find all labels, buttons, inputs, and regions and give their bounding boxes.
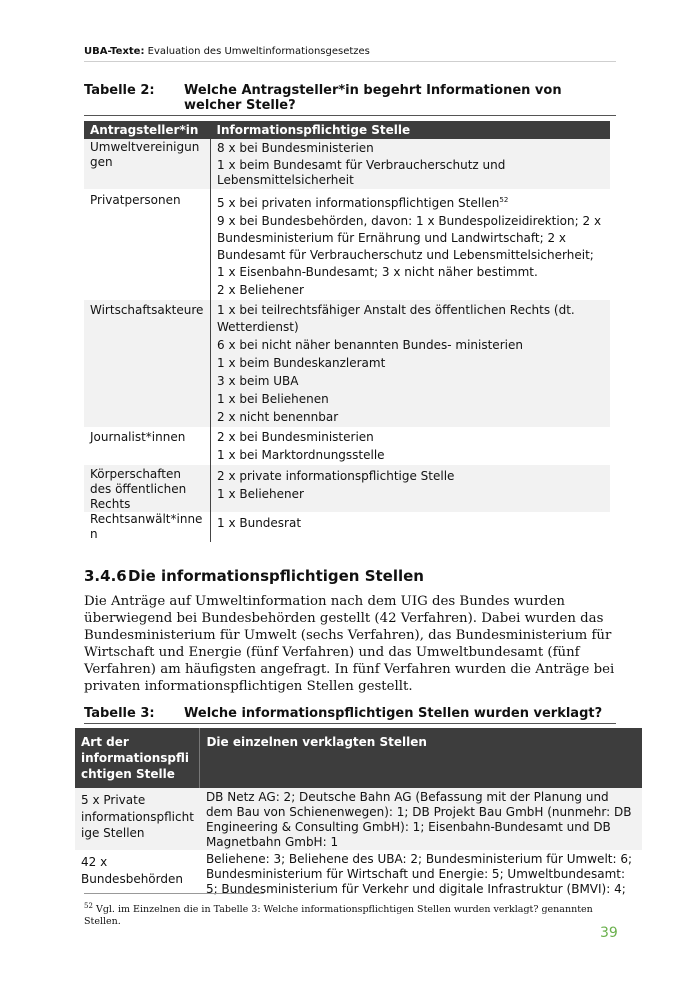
table3-type: 42 x Bundesbehörden xyxy=(81,855,183,886)
table2-header-row xyxy=(84,121,610,139)
table2-entry: 8 x bei Bundesministerien xyxy=(217,141,374,155)
table-row xyxy=(84,512,610,542)
table2-entry: 3 x beim UBA xyxy=(217,374,299,388)
table2-col-applicant: Antragsteller*in xyxy=(84,121,211,139)
table2-caption-text: Welche Antragsteller*in begehrt Informationen von welcher Stelle? xyxy=(184,83,562,113)
section-title: Die informationspflichtigen Stellen xyxy=(128,567,424,585)
table2-entry: 1 x bei teilrechtsfähiger Anstalt des öffentlichen Rechts (dt. Wetterdienst) xyxy=(217,303,575,334)
table2-entry: 1 x beim Bundesamt für Verbraucherschutz und Lebensmittelsicherheit xyxy=(217,158,506,187)
table2-entry-text: 5 x bei privaten informationspflichtigen Stellen xyxy=(217,196,500,210)
table2-entry: 6 x bei nicht näher benannten Bundes- ministerien xyxy=(217,338,523,352)
table2-applicant: Körperschaften des öffentlichen Rechts xyxy=(84,465,211,512)
table3-type: 5 x Private informationspflicht ige Stellen xyxy=(75,788,200,850)
table3-col-bodies: Die einzelnen verklagten Stellen xyxy=(200,728,642,788)
running-header xyxy=(84,46,616,62)
body-paragraph: Die Anträge auf Umweltinformation nach dem UIG des Bundes wurden überwiegend bei Bundesbehörden gestellt (42 Verfahren). Dabei wurden das Bundesministerium für Umwelt (sechs Verfahren), das Bundesministerium für Wirtschaft und Energie (fünf Verfahren) und das Umweltbundesamt (fünf Verfahren) am häufigsten angefragt. In fünf Verfahren wurden die Anträge bei privaten informationspflichtigen Stellen gestellt. xyxy=(84,594,615,694)
table3-caption-text: Welche informationspflichtigen Stellen wurden verklagt? xyxy=(184,706,603,721)
table2 xyxy=(84,121,610,542)
table2-entry: 2 x Beliehener xyxy=(217,283,304,297)
table2-entries xyxy=(211,427,611,465)
table2-entry: 9 x bei Bundesbehörden, davon: 1 x Bundespolizeidirektion; 2 x Bundesministerium für Ernährung und Landwirtschaft; 2 x Bundesamt für Verbraucherschutz und Lebensmittelsicherheit; 1 x Eisenbahn-Bundesamt; 3 x nicht näher bestimmt. xyxy=(217,214,602,279)
table-row xyxy=(75,850,642,897)
footnote-number: 52 xyxy=(84,902,93,910)
footnote-ref: 52 xyxy=(499,196,509,204)
table2-applicant: Umweltvereinigun gen xyxy=(84,139,211,189)
header-series: UBA-Texte: xyxy=(84,46,145,57)
table-row xyxy=(84,139,610,189)
table2-applicant: Wirtschaftsakteure xyxy=(84,300,211,427)
table3-number: Tabelle 3: xyxy=(84,706,155,721)
table3-caption xyxy=(84,706,616,724)
table2-entry: 2 x private informationspflichtige Stelle xyxy=(217,469,455,483)
table2-entries xyxy=(211,512,611,542)
table-row xyxy=(84,427,610,465)
table3-bodies: DB Netz AG: 2; Deutsche Bahn AG (Befassung mit der Planung und dem Bau von Schienenwegen): 1; DB Projekt Bau GmbH (nunmehr: DB Engineering & Consulting GmbH): 1; Eisenbahn-Bundesamt und DB Magnetbahn GmbH: 1 xyxy=(200,788,642,850)
table2-applicant: Rechtsanwält*inne n xyxy=(90,512,203,541)
table2-applicant: Privatpersonen xyxy=(90,193,181,207)
page-number: 39 xyxy=(600,925,618,941)
table3-bodies: Beliehene: 3; Beliehene des UBA: 2; Bundesministerium für Umwelt: 6; Bundesministerium für Wirtschaft und Energie: 5; Umweltbundesamt: 5; Bundesministerium für Verkehr und digitale Infrastruktur (BMVI): 4; xyxy=(205,852,633,896)
footnote-divider xyxy=(84,893,264,894)
table3-col-type: Art der informationspfli chtigen Stelle xyxy=(75,728,200,788)
table2-entry: 1 x Bundesrat xyxy=(217,516,302,530)
table2-entry: 1 x beim Bundeskanzleramt xyxy=(217,356,386,370)
table2-entry: 2 x bei Bundesministerien xyxy=(217,430,374,444)
table2-entry: 1 x bei Beliehenen xyxy=(217,392,329,406)
table2-caption xyxy=(84,83,616,116)
table2-entry xyxy=(217,192,604,212)
section-number: 3.4.6 xyxy=(84,567,127,585)
table-row xyxy=(84,189,610,300)
table-row xyxy=(84,465,610,512)
table3-header-row xyxy=(75,728,642,788)
footnote-text: Vgl. im Einzelnen die in Tabelle 3: Welche informationspflichtigen Stellen wurden verklagt? genannten Stellen. xyxy=(84,904,593,928)
header-title: Evaluation des Umweltinformationsgesetzes xyxy=(147,46,370,57)
table2-col-body: Informationspflichtige Stelle xyxy=(211,121,611,139)
table-row xyxy=(75,788,642,850)
table2-entry: 2 x nicht benennbar xyxy=(217,410,339,424)
section-heading xyxy=(84,567,424,585)
footnote xyxy=(84,900,614,928)
table2-entries xyxy=(211,139,611,189)
table2-applicant: Journalist*innen xyxy=(90,430,186,444)
table2-entry: 1 x Beliehener xyxy=(217,487,304,501)
table2-number: Tabelle 2: xyxy=(84,83,155,98)
table2-entries xyxy=(211,189,611,300)
table2-entries xyxy=(211,300,611,427)
table2-entries xyxy=(211,465,611,512)
table2-entry: 1 x bei Marktordnungsstelle xyxy=(217,448,385,462)
table3 xyxy=(75,728,642,897)
table-row xyxy=(84,300,610,427)
